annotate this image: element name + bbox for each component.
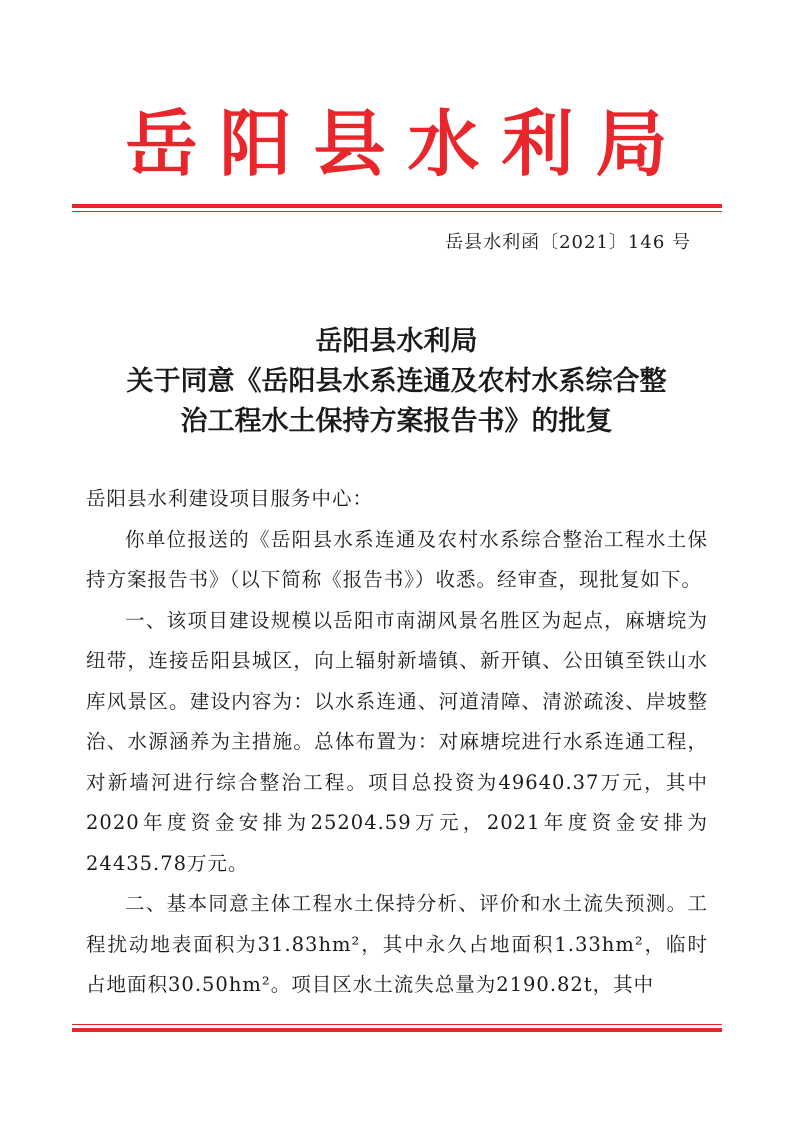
document-body: [86, 479, 708, 1006]
title-line-3: 治工程水土保持方案报告书》的批复: [180, 406, 613, 437]
title-line-1: 岳阳县水利局: [315, 326, 478, 357]
footer-red-rule-thin: [72, 1024, 722, 1025]
footer-red-rule-thick: [72, 1028, 722, 1032]
document-title: [0, 322, 793, 442]
document-number: 岳县水利函〔2021〕146 号: [445, 232, 691, 253]
title-line-2: 关于同意《岳阳县水系连通及农村水系综合整: [126, 366, 667, 397]
addressee: 岳阳县水利建设项目服务中心：: [86, 487, 374, 510]
paragraph-intro: 你单位报送的《岳阳县水系连通及农村水系综合整治工程水土保持方案报告书》（以下简称《报告书》）收悉。经审查，现批复如下。: [86, 527, 708, 591]
paragraph-section-1: 一、该项目建设规模以岳阳市南湖风景名胜区为起点，麻塘垸为纽带，连接岳阳县城区，向上辐射新墙镇、新开镇、公田镇至铁山水库风景区。建设内容为：以水系连通、河道清障、清淤疏浚、岸坡整治、水源涵养为主措施。总体布置为：对麻塘垸进行水系连通工程，对新墙河进行综合整治工程。项目总投资为49640.37万元，其中2020年度资金安排为25204.59万元，2021年度资金安排为24435.78万元。: [86, 608, 708, 875]
agency-letterhead: 岳阳县水利局: [125, 101, 690, 186]
letterhead-red-rule-thick: [72, 204, 722, 208]
paragraph-section-2: 二、基本同意主体工程水土保持分析、评价和水土流失预测。工程扰动地表面积为31.83hm²，其中永久占地面积1.33hm²，临时占地面积30.50hm²。项目区水土流失总量为2190.82t，其中: [86, 892, 708, 996]
letterhead-red-rule-thin: [72, 211, 722, 212]
